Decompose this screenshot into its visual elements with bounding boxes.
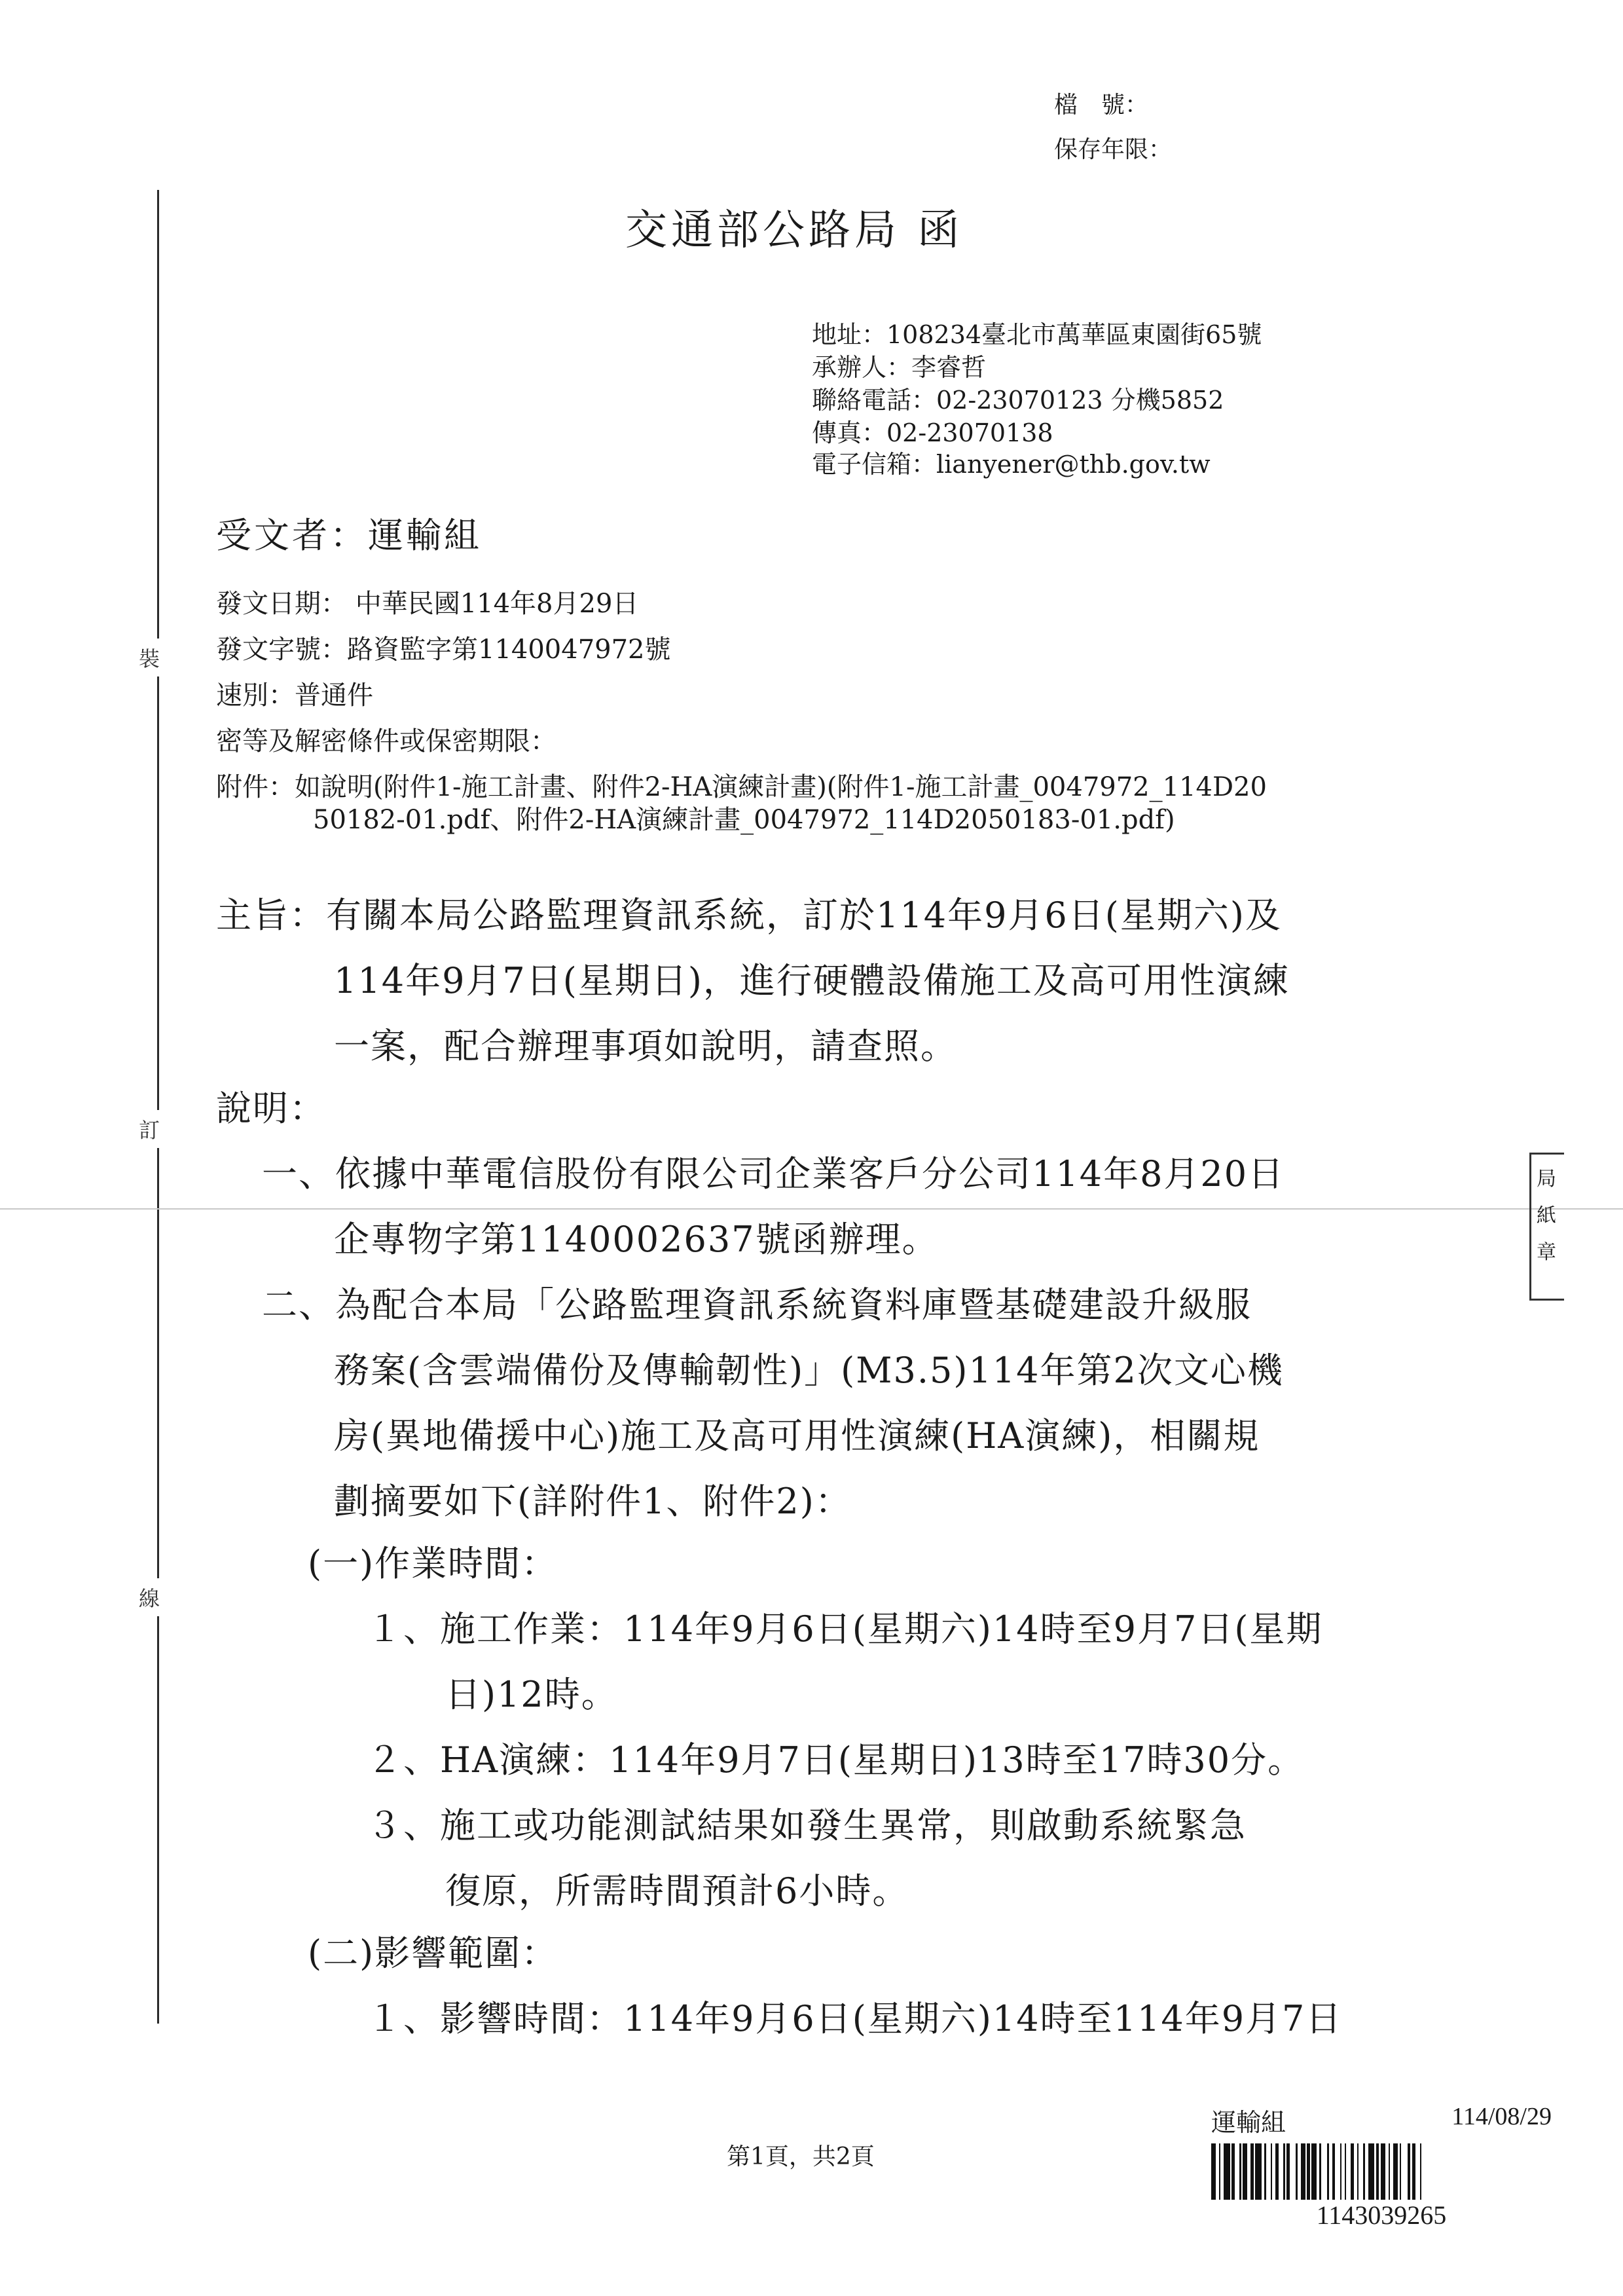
binding-mark: 訂 — [139, 1110, 160, 1148]
subject-line: 114年9月7日(星期日)，進行硬體設備施工及高可用性演練 — [334, 960, 1290, 1001]
item-2-line: 劃摘要如下(詳附件1、附件2)： — [334, 1481, 852, 1522]
document-title: 交通部公路局 函 — [625, 206, 964, 255]
barcode — [1211, 2143, 1552, 2200]
side-stamp-char: 局 — [1537, 1168, 1556, 1191]
issue-date: 發文日期： 中華民國114年8月29日 — [216, 589, 639, 619]
item-2-line: 二、為配合本局「公路監理資訊系統資料庫暨基礎建設升級服 — [262, 1284, 1252, 1325]
side-stamp-char: 章 — [1537, 1241, 1556, 1264]
receipt-date: 114/08/29 — [1451, 2103, 1552, 2130]
subsection-impact-scope: (二)影響範圍： — [308, 1933, 558, 1974]
explanation-label: 說明： — [216, 1088, 326, 1129]
subject-line: 一案，配合辦理事項如說明，請查照。 — [334, 1026, 957, 1067]
work-time-item-3-cont: 復原，所需時間預計6小時。 — [445, 1870, 909, 1912]
page-number: 第1頁，共2頁 — [727, 2143, 875, 2170]
contact-address: 地址：108234臺北市萬華區東園街65號 — [812, 320, 1262, 349]
item-2-line: 房(異地備援中心)施工及高可用性演練(HA演練)，相關規 — [334, 1415, 1260, 1456]
receipt-dept: 運輸組 — [1211, 2109, 1286, 2137]
fold-line — [0, 1208, 1623, 1210]
file-number-label: 檔 號： — [1054, 92, 1149, 119]
item-1-line: 企專物字第1140002637號函辦理。 — [334, 1219, 939, 1260]
subsection-work-time: (一)作業時間： — [308, 1543, 558, 1584]
binding-mark: 線 — [139, 1578, 160, 1616]
side-stamp — [1529, 1153, 1564, 1301]
work-time-item-1: １、施工作業：114年9月6日(星期六)14時至9月7日(星期 — [367, 1608, 1323, 1650]
work-time-item-1-cont: 日)12時。 — [445, 1674, 618, 1715]
binding-line — [157, 190, 159, 2024]
recipient: 受文者：運輸組 — [216, 515, 482, 556]
subject-line: 主旨：有關本局公路監理資訊系統，訂於114年9月6日(星期六)及 — [216, 895, 1282, 936]
secrecy-level: 密等及解密條件或保密期限： — [216, 726, 556, 756]
retention-period-label: 保存年限： — [1054, 136, 1173, 163]
work-time-item-3: ３、施工或功能測試結果如發生異常，則啟動系統緊急 — [367, 1805, 1247, 1846]
contact-phone: 聯絡電話：02-23070123 分機5852 — [812, 386, 1224, 415]
impact-scope-item-1: １、影響時間：114年9月6日(星期六)14時至114年9月7日 — [367, 1998, 1343, 2039]
binding-mark: 裝 — [139, 639, 160, 676]
contact-fax: 傳真：02-23070138 — [812, 418, 1053, 447]
contact-email: 電子信箱：lianyener@thb.gov.tw — [812, 450, 1211, 479]
receipt-number: 1143039265 — [1316, 2200, 1447, 2230]
side-stamp-char: 紙 — [1537, 1204, 1556, 1227]
attachments-line-1: 附件：如說明(附件1-施工計畫、附件2-HA演練計畫)(附件1-施工計畫_0047972_114D20 — [216, 772, 1267, 802]
document-number: 發文字號：路資監字第1140047972號 — [216, 635, 671, 665]
work-time-item-2: ２、HA演練：114年9月7日(星期日)13時至17時30分。 — [367, 1739, 1305, 1781]
contact-handler: 承辦人：李睿哲 — [812, 353, 987, 382]
item-2-line: 務案(含雲端備份及傳輸韌性)」(M3.5)114年第2次文心機 — [334, 1350, 1284, 1391]
item-1-line: 一、依據中華電信股份有限公司企業客戶分公司114年8月20日 — [262, 1153, 1285, 1194]
delivery-speed: 速別：普通件 — [216, 680, 373, 711]
attachments-line-2: 50182-01.pdf、附件2-HA演練計畫_0047972_114D2050183-01.pdf) — [313, 805, 1175, 835]
receipt-stamp — [1211, 2102, 1552, 2231]
